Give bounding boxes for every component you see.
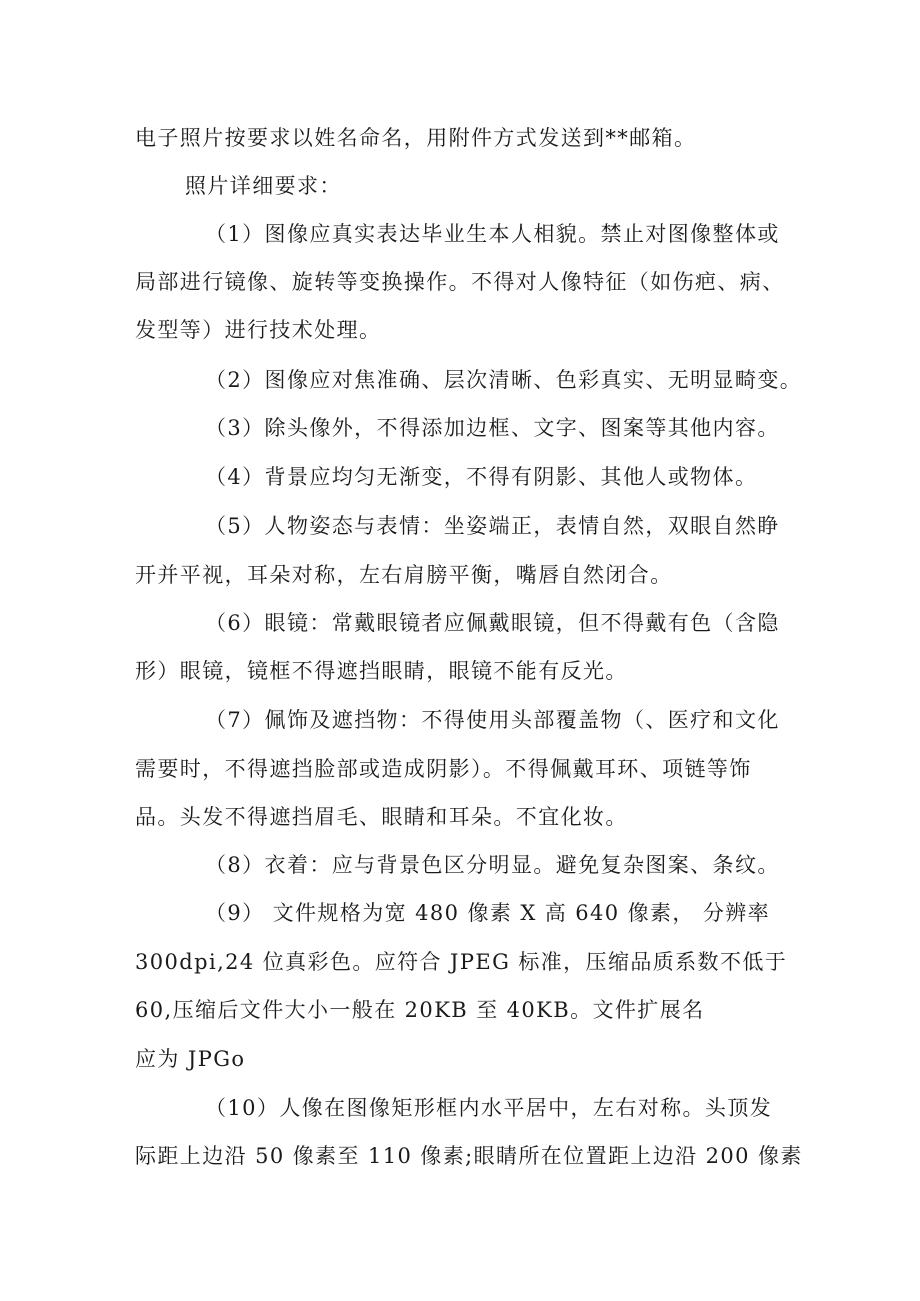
paragraph-line-17: （9） 文件规格为宽 480 像素 X 高 640 像素， 分辨率	[205, 901, 771, 925]
paragraph-line-6: （2）图像应对焦准确、层次清晰、色彩真实、无明显畸变。	[205, 368, 803, 392]
paragraph-line-15: 品。头发不得遮挡眉毛、眼睛和耳朵。不宜化妆。	[135, 805, 628, 829]
paragraph-line-21: （10）人像在图像矩形框内水平居中，左右对称。头顶发	[205, 1096, 773, 1120]
paragraph-line-2: 照片详细要求：	[185, 174, 342, 198]
paragraph-line-19: 60,压缩后文件大小一般在 20KB 至 40KB。文件扩展名	[135, 998, 705, 1022]
paragraph-line-14: 需要时，不得遮挡脸部或造成阴影）。不得佩戴耳环、项链等饰	[135, 757, 752, 781]
paragraph-line-7: （3）除头像外，不得添加边框、文字、图案等其他内容。	[205, 416, 780, 440]
paragraph-line-3: （1）图像应真实表达毕业生本人相貌。禁止对图像整体或	[205, 222, 780, 246]
paragraph-line-4: 局部进行镜像、旋转等变换操作。不得对人像特征（如伤疤、病、	[135, 270, 785, 294]
paragraph-line-10: 开并平视，耳朵对称，左右肩膀平衡，嘴唇自然闭合。	[135, 563, 673, 587]
paragraph-line-11: （6）眼镜：常戴眼镜者应佩戴眼镜，但不得戴有色（含隐	[205, 611, 780, 635]
paragraph-line-18: 300dpi,24 位真彩色。应符合 JPEG 标准，压缩品质系数不低于	[135, 950, 788, 974]
paragraph-line-20: 应为 JPGo	[135, 1047, 246, 1071]
paragraph-line-13: （7）佩饰及遮挡物：不得使用头部覆盖物（、医疗和文化	[205, 708, 780, 732]
paragraph-line-12: 形）眼镜，镜框不得遮挡眼睛，眼镜不能有反光。	[135, 659, 628, 683]
paragraph-line-16: （8）衣着：应与背景色区分明显。避免复杂图案、条纹。	[205, 853, 780, 877]
paragraph-line-9: （5）人物姿态与表情：坐姿端正，表情自然，双眼自然睁	[205, 514, 780, 538]
paragraph-line-5: 发型等）进行技术处理。	[135, 318, 382, 342]
paragraph-line-22: 际距上边沿 50 像素至 110 像素;眼睛所在位置距上边沿 200 像素	[135, 1144, 803, 1168]
paragraph-line-1: 电子照片按要求以姓名命名，用附件方式发送到**邮箱。	[135, 126, 697, 150]
paragraph-line-8: （4）背景应均匀无渐变，不得有阴影、其他人或物体。	[205, 465, 758, 489]
